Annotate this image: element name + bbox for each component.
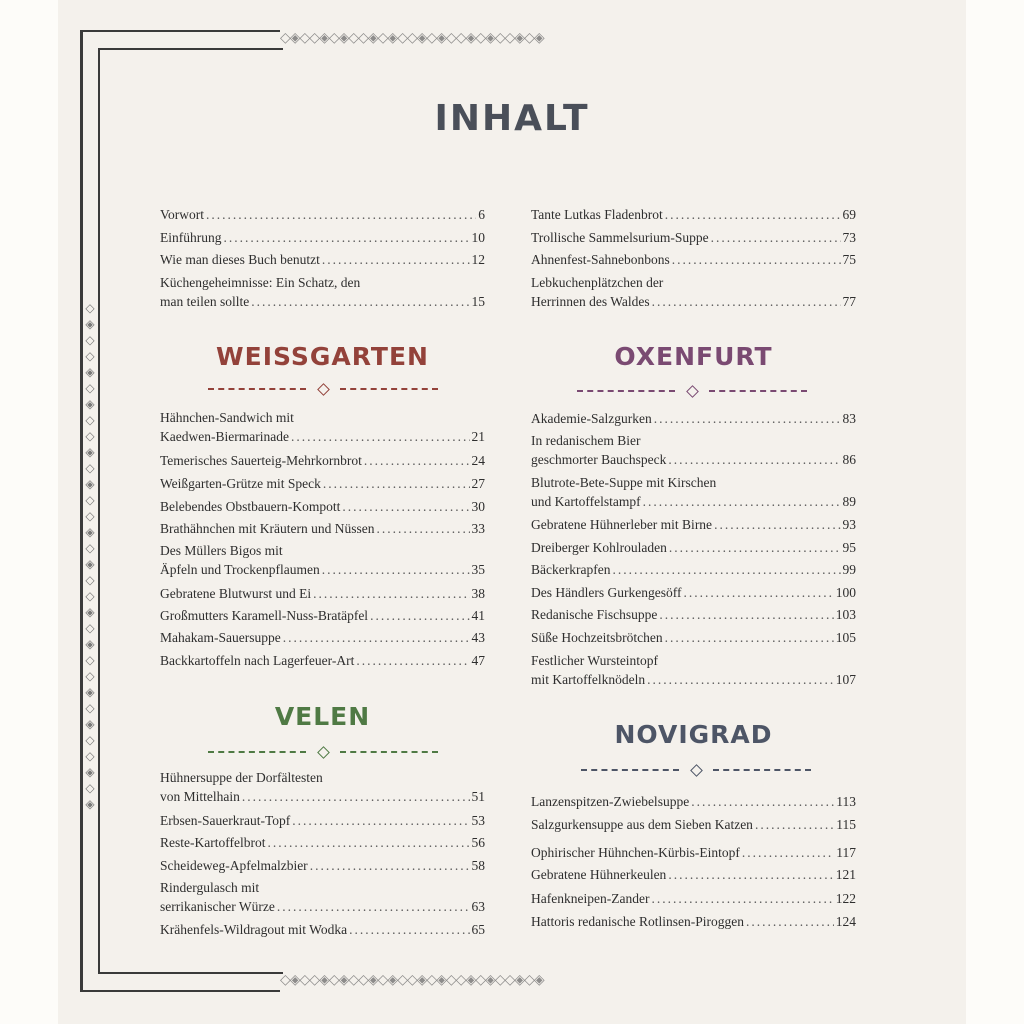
toc-entry-line [160,811,485,830]
toc-entry-line [160,856,485,875]
toc-page-number: 121 [835,867,856,882]
toc-entry [531,515,856,534]
toc-entry [531,473,856,511]
toc-page-number: 86 [842,452,856,467]
section-heading-oxenfurt: OXENFURT [614,342,773,371]
section-divider-weissgarten [208,384,438,394]
toc-leader-dots [652,292,841,311]
ornament-pattern-left: ◇ ◈ ◇ ◇ ◈ ◇ ◈ ◇ ◇ ◈ ◇ ◈ ◇ ◇ ◈ ◇ ◈ ◇ ◇ ◈ ◇ ◈ ◇ ◇ ◈ ◇ ◈ ◇ ◇ ◈ ◇ ◈ [85,301,95,811]
toc-entry-title: Tante Lutkas Fladenbrot [531,207,663,222]
toc-leader-dots [349,920,469,939]
toc-page-number: 107 [835,672,856,687]
toc-entry-line [160,228,485,247]
toc-entry-title: Redanische Fischsuppe [531,607,658,622]
toc-page-number: 47 [471,653,485,668]
toc-entry-title: Einführung [160,230,222,245]
toc-entry-line [160,408,485,427]
toc-entry-line [160,250,485,269]
toc-leader-dots [711,228,841,247]
toc-leader-dots [669,538,841,557]
toc-leader-dots [659,605,833,624]
toc-leader-dots [665,205,841,224]
toc-leader-dots [647,670,834,689]
toc-leader-dots [668,865,833,884]
toc-leader-dots [683,583,833,602]
toc-entry [160,651,485,670]
toc-entry-line [160,878,485,897]
toc-entry-line [160,451,485,470]
toc-entry-title: Backkartoffeln nach Lagerfeuer-Art [160,653,355,668]
toc-leader-dots [370,606,469,625]
toc-entry-line [160,606,485,625]
toc-entry-title: Erbsen-Sauerkraut-Topf [160,813,291,828]
toc-leader-dots [323,474,470,493]
toc-entry-title: Reste-Kartoffelbrot [160,835,266,850]
toc-entry-title: Bäckerkrapfen [531,562,611,577]
toc-page-number: 69 [842,207,856,222]
toc-entry-line [531,843,856,862]
toc-entry-line [160,519,485,538]
toc-entry-line [531,228,856,247]
toc-leader-dots [251,292,469,311]
page-title: INHALT [434,98,590,139]
toc-entry-title: Krähenfels-Wildragout mit Wodka [160,922,348,937]
toc-entry-title: Brathähnchen mit Kräutern und Nüssen [160,521,375,536]
section-divider-novigrad [581,765,811,775]
toc-entry [160,497,485,516]
toc-entry-line [160,560,485,579]
toc-page-number: 38 [471,586,485,601]
toc-entry-title: Des Müllers Bigos mit [160,543,283,558]
toc-entry [531,409,856,428]
toc-entry-line [531,431,856,450]
toc-entry-line [160,292,485,311]
toc-page-number: 10 [471,230,485,245]
toc-entry-line [160,273,485,292]
toc-page-number: 56 [471,835,485,850]
toc-entry [160,408,485,446]
toc-entry [160,451,485,470]
toc-leader-dots [746,912,834,931]
toc-entry [160,878,485,916]
toc-page-number: 105 [835,630,856,645]
toc-leader-dots [755,815,834,834]
frame-border-inner [98,48,102,974]
toc-leader-dots [291,427,470,446]
toc-page-number: 103 [835,607,856,622]
toc-entry [531,273,856,311]
toc-column-right [531,0,856,1024]
toc-entry-line [160,628,485,647]
toc-page-number: 115 [836,817,856,832]
toc-leader-dots [651,889,833,908]
toc-entry-title: Kaedwen-Biermarinade [160,429,289,444]
toc-entry-line [531,473,856,492]
toc-leader-dots [342,497,469,516]
toc-entry-line [160,787,485,806]
toc-entry-title: Belebendes Obstbauern-Kompott [160,499,341,514]
toc-entry-title: Des Händlers Gurkengesöff [531,585,682,600]
toc-page-number: 83 [842,411,856,426]
toc-page-number: 73 [842,230,856,245]
toc-page-number: 89 [842,494,856,509]
toc-entry-line [531,450,856,469]
toc-entry-line [531,865,856,884]
toc-entry-line [531,205,856,224]
toc-entry-line [160,427,485,446]
toc-leader-dots [742,843,834,862]
toc-entry-title: Akademie-Salzgurken [531,411,652,426]
toc-entry-line [531,792,856,811]
toc-leader-dots [714,515,840,534]
toc-entry-title: Ahnenfest-Sahnebonbons [531,252,670,267]
toc-entry [531,605,856,624]
toc-leader-dots [313,584,469,603]
section-divider-oxenfurt [577,386,807,396]
toc-entry-title: Süße Hochzeitsbrötchen [531,630,663,645]
toc-leader-dots [668,450,840,469]
toc-entry-title: Rindergulasch mit [160,880,260,895]
toc-entry-line [531,560,856,579]
toc-entry-line [160,897,485,916]
toc-page-number: 27 [471,476,485,491]
toc-entry-title: geschmorter Bauchspeck [531,452,667,467]
toc-entry [531,651,856,689]
toc-leader-dots [224,228,470,247]
toc-entry-line [160,541,485,560]
toc-entry [531,912,856,931]
toc-entry-line [531,515,856,534]
toc-entry-title: Wie man dieses Buch benutzt [160,252,320,267]
toc-entry-title: Hattoris redanische Rotlinsen-Piroggen [531,914,744,929]
toc-entry-line [531,605,856,624]
toc-entry-line [531,583,856,602]
toc-page-number: 33 [471,521,485,536]
toc-page-number: 30 [471,499,485,514]
toc-page-number: 21 [471,429,485,444]
toc-leader-dots [665,628,834,647]
toc-entry-title: Temerisches Sauerteig-Mehrkornbrot [160,453,362,468]
toc-leader-dots [283,628,470,647]
toc-entry-line [160,474,485,493]
toc-entry-title: Lebkuchenplätzchen der [531,275,664,290]
toc-entry [160,205,485,224]
toc-entry-line [531,273,856,292]
toc-entry-title: Hähnchen-Sandwich mit [160,410,294,425]
toc-entry-line [160,833,485,852]
toc-entry [531,538,856,557]
section-heading-novigrad: NOVIGRAD [614,720,773,749]
toc-entry-title: man teilen sollte [160,294,250,309]
toc-entry-title: Großmutters Karamell-Nuss-Bratäpfel [160,608,369,623]
toc-page-number: 15 [471,294,485,309]
toc-entry-line [531,492,856,511]
toc-entry-title: Salzgurkensuppe aus dem Sieben Katzen [531,817,753,832]
toc-entry-title: Küchengeheimnisse: Ein Schatz, den [160,275,361,290]
toc-entry-line [531,538,856,557]
toc-entry-line [531,670,856,689]
toc-entry-line [531,628,856,647]
toc-entry [160,833,485,852]
toc-entry-title: Blutrote-Bete-Suppe mit Kirschen [531,475,717,490]
toc-entry [160,856,485,875]
toc-entry [531,628,856,647]
toc-entry-line [160,205,485,224]
toc-entry-line [160,920,485,939]
toc-entry-title: Gebratene Blutwurst und Ei [160,586,312,601]
toc-page-number: 117 [836,845,856,860]
toc-entry-title: Festlicher Wursteintopf [531,653,659,668]
toc-leader-dots [277,897,470,916]
toc-leader-dots [654,409,841,428]
toc-entry-title: von Mittelhain [160,789,240,804]
toc-entry-title: mit Kartoffelknödeln [531,672,646,687]
toc-page-number: 51 [471,789,485,804]
toc-entry [160,768,485,806]
toc-entry [160,250,485,269]
toc-page-number: 124 [835,914,856,929]
toc-entry-title: Herrinnen des Waldes [531,294,650,309]
toc-page-number: 113 [836,794,856,809]
toc-leader-dots [322,560,470,579]
toc-page-number: 95 [842,540,856,555]
toc-leader-dots [376,519,469,538]
toc-entry-title: Äpfeln und Trockenpflaumen [160,562,320,577]
toc-column-left [160,0,485,1024]
toc-leader-dots [206,205,476,224]
toc-entry-line [531,250,856,269]
toc-entry-title: Trollische Sammelsurium-Suppe [531,230,709,245]
toc-entry-title: serrikanischer Würze [160,899,275,914]
toc-page-number: 65 [471,922,485,937]
toc-entry-line [531,815,856,834]
toc-page-number: 41 [471,608,485,623]
toc-entry-line [160,651,485,670]
toc-entry [531,815,856,834]
toc-entry [160,811,485,830]
toc-page-number: 77 [842,294,856,309]
toc-leader-dots [310,856,470,875]
toc-leader-dots [356,651,469,670]
toc-entry-title: Scheideweg-Apfelmalzbier [160,858,308,873]
toc-entry [160,474,485,493]
toc-leader-dots [612,560,840,579]
toc-entry-title: Gebratene Hühnerleber mit Birne [531,517,713,532]
toc-leader-dots [267,833,469,852]
toc-entry-title: Mahakam-Sauersuppe [160,630,281,645]
toc-entry [160,541,485,579]
toc-entry [531,865,856,884]
toc-entry [531,583,856,602]
toc-leader-dots [242,787,470,806]
toc-page-number: 99 [842,562,856,577]
toc-entry-line [531,292,856,311]
toc-entry-title: Lanzenspitzen-Zwiebelsuppe [531,794,690,809]
toc-page-number: 93 [842,517,856,532]
toc-entry-line [160,584,485,603]
toc-entry [531,889,856,908]
toc-entry-title: Ophirischer Hühnchen-Kürbis-Eintopf [531,845,740,860]
toc-entry [160,628,485,647]
toc-page-number: 122 [835,891,856,906]
toc-entry-line [160,497,485,516]
ornament-pattern-bottom: ◇◈◇◇◈◇◈◇◇◈◇◈◇◇◈◇◈◇◇◈◇◈◇◇◈◇◈ [280,972,544,988]
toc-entry-title: In redanischem Bier [531,433,641,448]
toc-entry-title: Weißgarten-Grütze mit Speck [160,476,321,491]
toc-entry-title: Gebratene Hühnerkeulen [531,867,667,882]
toc-entry [531,431,856,469]
toc-entry-line [531,651,856,670]
toc-entry-title: Vorwort [160,207,205,222]
toc-entry [160,228,485,247]
toc-entry-line [531,409,856,428]
toc-entry [531,250,856,269]
toc-page-number: 6 [478,207,485,222]
toc-page-number: 58 [471,858,485,873]
toc-page-number: 43 [471,630,485,645]
toc-entry [531,205,856,224]
toc-leader-dots [672,250,841,269]
toc-entry-title: Hafenkneipen-Zander [531,891,650,906]
toc-page-number: 35 [471,562,485,577]
ornament-pattern-top: ◇◈◇◇◈◇◈◇◇◈◇◈◇◇◈◇◈◇◇◈◇◈◇◇◈◇◈ [280,30,544,46]
toc-page-number: 12 [471,252,485,267]
toc-page-number: 100 [835,585,856,600]
toc-entry-line [160,768,485,787]
toc-entry-title: Hühnersuppe der Dorfältesten [160,770,323,785]
toc-leader-dots [643,492,841,511]
toc-entry [531,843,856,862]
toc-page-number: 75 [842,252,856,267]
toc-entry [160,273,485,311]
toc-entry [531,228,856,247]
toc-entry-line [531,912,856,931]
toc-entry [531,792,856,811]
section-divider-velen [208,747,438,757]
toc-page-number: 53 [471,813,485,828]
toc-entry [531,560,856,579]
toc-entry-line [531,889,856,908]
section-heading-weissgarten: WEISSGARTEN [216,342,429,371]
toc-entry [160,920,485,939]
toc-leader-dots [322,250,470,269]
toc-entry [160,519,485,538]
toc-page-number: 24 [471,453,485,468]
toc-leader-dots [364,451,470,470]
toc-page-number: 63 [471,899,485,914]
toc-leader-dots [292,811,469,830]
toc-leader-dots [691,792,834,811]
toc-entry-title: und Kartoffelstampf [531,494,641,509]
toc-entry [160,584,485,603]
toc-entry [160,606,485,625]
section-heading-velen: VELEN [274,702,371,731]
toc-entry-title: Dreiberger Kohlrouladen [531,540,667,555]
